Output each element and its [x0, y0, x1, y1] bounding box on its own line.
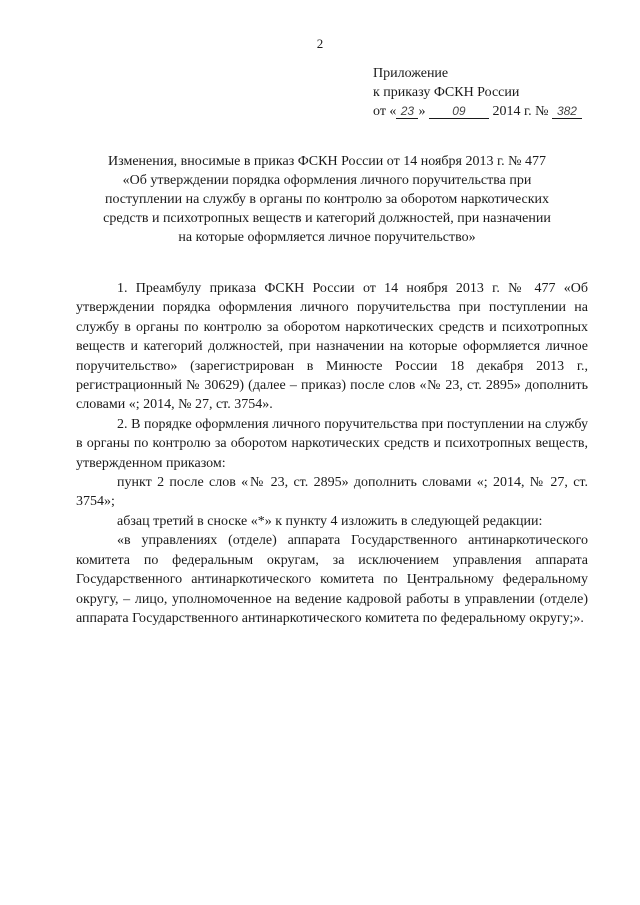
appendix-line-2: к приказу ФСКН России — [373, 85, 520, 100]
paragraph-3: пункт 2 после слов «№ 23, ст. 2895» дополнить словами «; 2014, № 27, ст. 3754»; — [76, 475, 588, 510]
date-prefix: от « — [373, 104, 397, 119]
order-number: 382 — [552, 104, 582, 119]
date-month: 09 — [429, 104, 489, 119]
paragraph-2: 2. В порядке оформления личного поручительства при поступлении на службу в органы по контролю за оборотом наркотических средств и психотропных веществ, утвержденном приказом: — [76, 416, 588, 471]
paragraph-1: 1. Преамбулу приказа ФСКН России от 14 ноября 2013 г. № 477 «Об утверждении порядка оформления личного поручительства при поступлении на службу в органы по контролю за оборотом наркотических средств и психотропных веществ и категорий должностей, при назначении на которые оформляется личное поручительство» (зарегистрирован в Минюсте России 18 декабря 2013 г., регистрационный № 30629) (далее – приказ) после слов «№ 23, ст. 2895» дополнить словами «; 2014, № 27, ст. 3754». — [76, 281, 588, 413]
date-mid: » — [418, 104, 426, 119]
paragraph-4: абзац третий в сноске «*» к пункту 4 изложить в следующей редакции: — [117, 513, 543, 529]
document-body — [76, 279, 588, 628]
appendix-line-1: Приложение — [373, 66, 449, 81]
appendix-date-line — [373, 102, 582, 121]
page-number: 2 — [316, 36, 324, 51]
paragraph-5: «в управлениях (отделе) аппарата Государственного антинаркотического комитета по федеральным округам, за исключением управления аппарата Государственного антинаркотического комитета по Центральному федеральному округу, – лицо, уполномоченное на ведение кадровой работы в управлении (отделе) аппарата Государственного антинаркотического комитета по федеральному округу;». — [76, 533, 588, 626]
date-day: 23 — [396, 104, 418, 119]
date-year: 2014 г. № — [492, 104, 549, 119]
appendix-header — [373, 64, 582, 121]
document-title: Изменения, вносимые в приказ ФСКН России от 14 ноября 2013 г. № 477 «Об утверждении порядка оформления личного поручительства при поступлении на службу в органы по контролю за оборотом наркотических средств и психотропных веществ и категорий должностей, при назначении на которые оформляется личное поручительство» — [103, 154, 551, 245]
